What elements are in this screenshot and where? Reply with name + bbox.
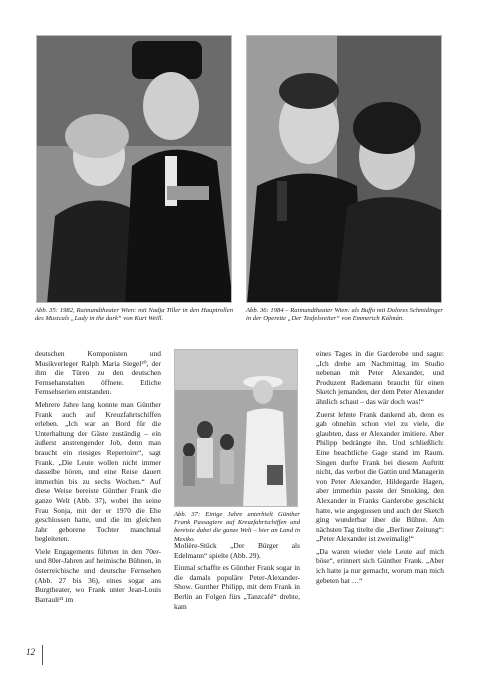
paragraph: deutschen Komponisten und Musikverleger Ralph Maria Siegel²⁰, der ihm die Türen zu den deutschen Fernsehanstalten öffnete. Etliche Fernsehserien entstanden. [35,349,161,397]
photo-fig35 [36,35,232,303]
photo-fig36-image [247,36,442,303]
paragraph: „Da waren wieder viele Leute auf mich böse“, erinnert sich Günther Frank. „Aber ich hatte ja nur gemacht, worum man mich gebeten hat …“ [316,546,444,585]
photo-fig37 [174,349,298,507]
paragraph: Zuerst lehnte Frank dankend ab, denn es gab ohnehin schon viel zu viele, die glaubten, dass er Alexander imitiere. Aber Philipp bedrängte ihn. Und schließlich: Eine beachtliche Gage stand im Raum. Singen durfte Frank bei diesem Auftritt nicht, das verbot die Gattin und Managerin von Peter Alexander, Hildegarde Hagen, aber immerhin passte der Smoking, den Alexander in Franks Garderobe geschickt hatte, wie angegossen und auch der Sketch ging wunderbar über die Bühne. Am nächsten Tag titelte die „Berliner Zeitung“: „Peter Alexander ist zweimalig!“ [316,409,444,544]
paragraph: eines Tages in die Garderobe und sagte: „Ich drehe am Nachmittag im Studio nebenan mit Peter Alexander, und Produzent Rademann braucht für einen Sketch jemanden, der dem Peter Alexander ähnlich schaut – das wär doch was!“ [316,349,444,406]
photo-fig36 [246,35,442,303]
paragraph: Viele Engagements führten in den 70er- und 80er-Jahren auf heimische Bühnen, in österreichische und deutsche Fernsehen (Abb. 27 bis 36), eines sogar ans Burgtheater, wo Frank unter Jean-Louis Barrault²¹ im [35,546,161,604]
paragraph: Mehrere Jahre lang konnte man Günther Frank auch auf Kreuzfahrtschiffen erleben. „Ich war an Bord für die Unterhaltung der Gäste zuständig – ein äußerst anstrengender Job, denn man braucht ein riesiges Repertoire“, sagt Frank. „Die Leute wollen nicht immer dasselbe hören, und eine Reise dauert immerhin bis zu sechs Wochen.“ Auf diese Weise bereiste Günther Frank die ganze Welt (Abb. 37), wobei ihn seine Frau Sonja, mit der er 1970 die Ehe geschlossen hatte, und die im gleichen Jahr geborene Tochter manchmal begleiteten. [35,399,161,544]
paragraph: Molière-Stück „Der Bürger als Edelmann“ spielte (Abb. 29). [174,541,300,560]
text-column-middle [174,541,300,614]
paragraph: Einmal schaffte es Günther Frank sogar in die damals populäre Peter-Alexander-Show. Gunther Philipp, mit dem Frank in Berlin an Folgen fürs „Tanzcafé“ drehte, kam [174,563,300,611]
caption-fig36: Abb. 36: 1984 – Raimundtheater Wien: als Buffo mit Dolores Schmidinger in der Operette „Der Teufelsreiter“ von Emmerich Kálmán. [246,307,443,323]
footer-rule [42,645,43,665]
caption-fig37: Abb. 37: Einige Jahre unterhielt Günther Frank Passagiere auf Kreuzfahrtschiffen und bereiste dabei die ganze Welt – hier an Land in Mexiko. [174,511,300,543]
photo-fig37-image [175,350,298,507]
text-column-left [35,349,161,607]
page-number: 12 [26,647,35,657]
text-column-right [316,349,444,588]
photo-fig35-image [37,36,232,303]
caption-fig35: Abb. 35: 1982, Raimundtheater Wien: mit Nadja Tiller in den Hauptrollen des Musicals „Lady in the dark“ von Kurt Weill. [35,307,233,323]
